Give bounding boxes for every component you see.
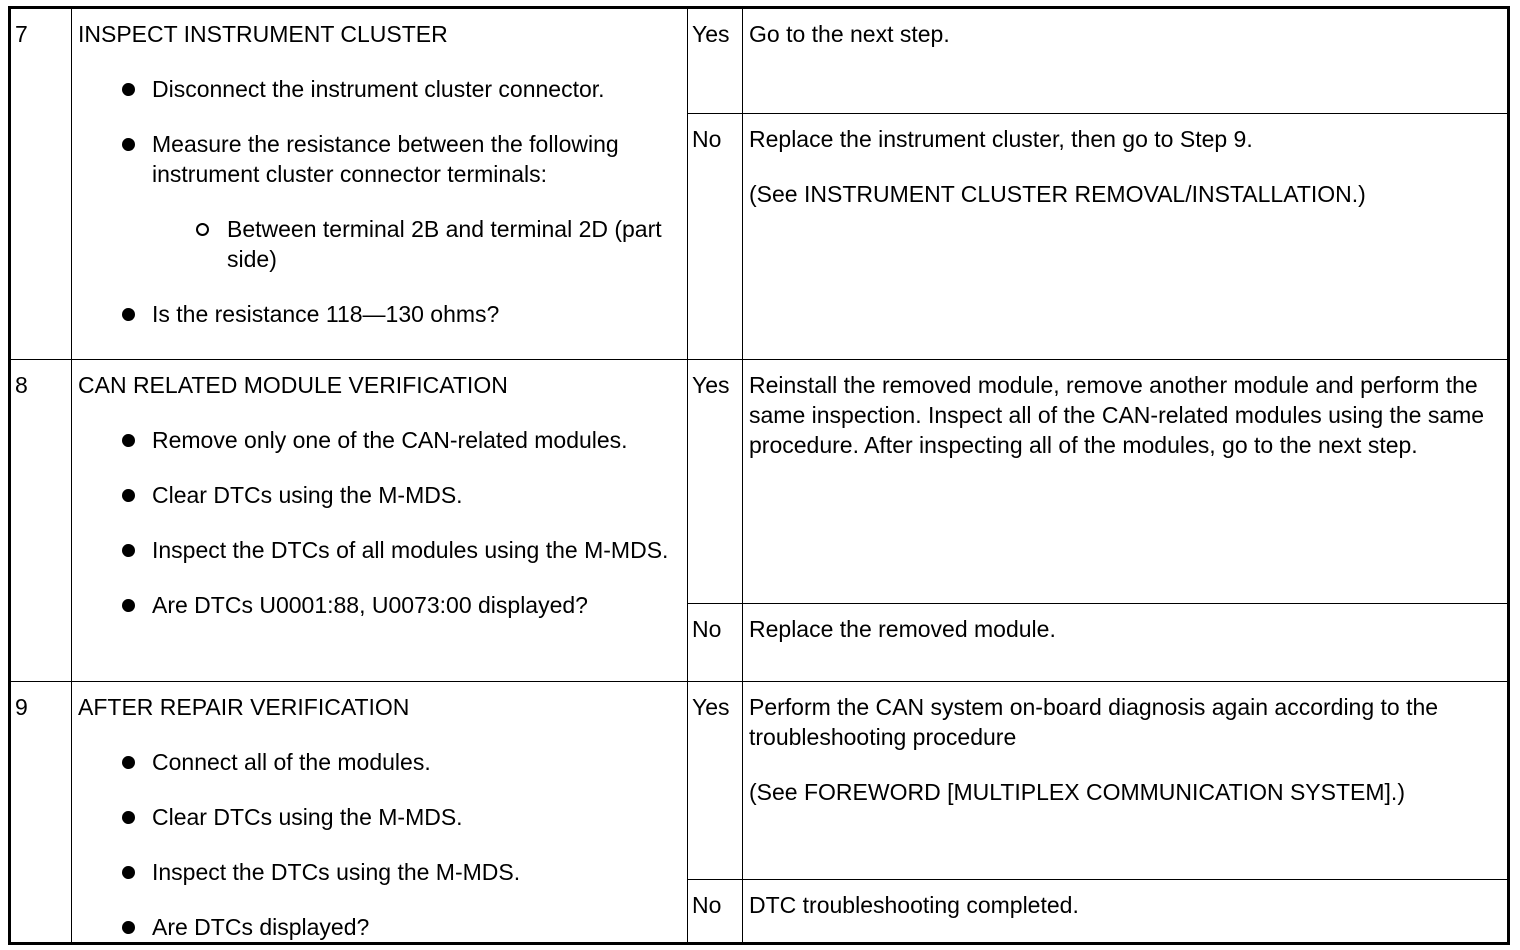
bullet-dot-icon — [122, 866, 135, 879]
bullet-dot-icon — [122, 544, 135, 557]
bullet-item: Is the resistance 118—130 ohms? — [78, 299, 679, 329]
step-number: 8 — [10, 360, 72, 682]
step-number: 9 — [10, 682, 72, 944]
sub-bullet-list — [152, 214, 679, 274]
result-no-label: No — [688, 879, 743, 943]
bullet-dot-icon — [122, 489, 135, 502]
bullet-item: Measure the resistance between the following instrument cluster connector terminals: Between terminal 2B and terminal 2D (part side) — [78, 129, 679, 274]
bullet-item: Clear DTCs using the M-MDS. — [78, 802, 679, 832]
step-action-cell — [72, 360, 688, 682]
bullet-item: Are DTCs displayed? — [78, 912, 679, 942]
bullet-dot-icon — [122, 811, 135, 824]
result-no-label: No — [688, 114, 743, 360]
bullet-item: Are DTCs U0001:88, U0073:00 displayed? — [78, 590, 679, 620]
result-yes-text: Perform the CAN system on-board diagnosis again according to the troubleshooting procedure (See FOREWORD [MULTIPLEX COMMUNICATION SYSTEM].) — [743, 682, 1509, 880]
diagnostic-procedure-table — [8, 6, 1510, 945]
result-no-label: No — [688, 604, 743, 682]
sub-bullet-item: Between terminal 2B and terminal 2D (part side) — [152, 214, 679, 274]
result-yes-text: Go to the next step. — [743, 8, 1509, 114]
bullet-item: Inspect the DTCs of all modules using the M-MDS. — [78, 535, 679, 565]
step-title: INSPECT INSTRUMENT CLUSTER — [78, 21, 448, 47]
bullet-dot-icon — [122, 308, 135, 321]
result-yes-label: Yes — [688, 8, 743, 114]
bullet-dot-icon — [122, 138, 135, 151]
step-title: AFTER REPAIR VERIFICATION — [78, 694, 410, 720]
step-title: CAN RELATED MODULE VERIFICATION — [78, 372, 508, 398]
step-9-yes-row — [10, 682, 1509, 880]
bullet-list — [78, 747, 679, 942]
step-7-yes-row — [10, 8, 1509, 114]
bullet-item: Remove only one of the CAN-related modules. — [78, 425, 679, 455]
bullet-dot-icon — [122, 756, 135, 769]
bullet-list — [78, 74, 679, 329]
bullet-item: Disconnect the instrument cluster connector. — [78, 74, 679, 104]
hollow-circle-icon — [196, 223, 209, 236]
bullet-dot-icon — [122, 83, 135, 96]
bullet-dot-icon — [122, 434, 135, 447]
bullet-item: Connect all of the modules. — [78, 747, 679, 777]
bullet-item: Clear DTCs using the M-MDS. — [78, 480, 679, 510]
step-8-yes-row — [10, 360, 1509, 604]
bullet-dot-icon — [122, 599, 135, 612]
result-no-text: Replace the removed module. — [743, 604, 1509, 682]
result-yes-label: Yes — [688, 360, 743, 604]
bullet-dot-icon — [122, 921, 135, 934]
step-action-cell — [72, 8, 688, 360]
step-action-cell — [72, 682, 688, 944]
result-no-text: DTC troubleshooting completed. — [743, 879, 1509, 943]
result-yes-label: Yes — [688, 682, 743, 880]
bullet-list — [78, 425, 679, 620]
result-yes-text: Reinstall the removed module, remove another module and perform the same inspection. Inspect all of the CAN-related modules using the same procedure. After inspecting all of the modules, go to the next step. — [743, 360, 1509, 604]
bullet-item: Inspect the DTCs using the M-MDS. — [78, 857, 679, 887]
step-number: 7 — [10, 8, 72, 360]
result-no-text: Replace the instrument cluster, then go to Step 9. (See INSTRUMENT CLUSTER REMOVAL/INSTALLATION.) — [743, 114, 1509, 360]
